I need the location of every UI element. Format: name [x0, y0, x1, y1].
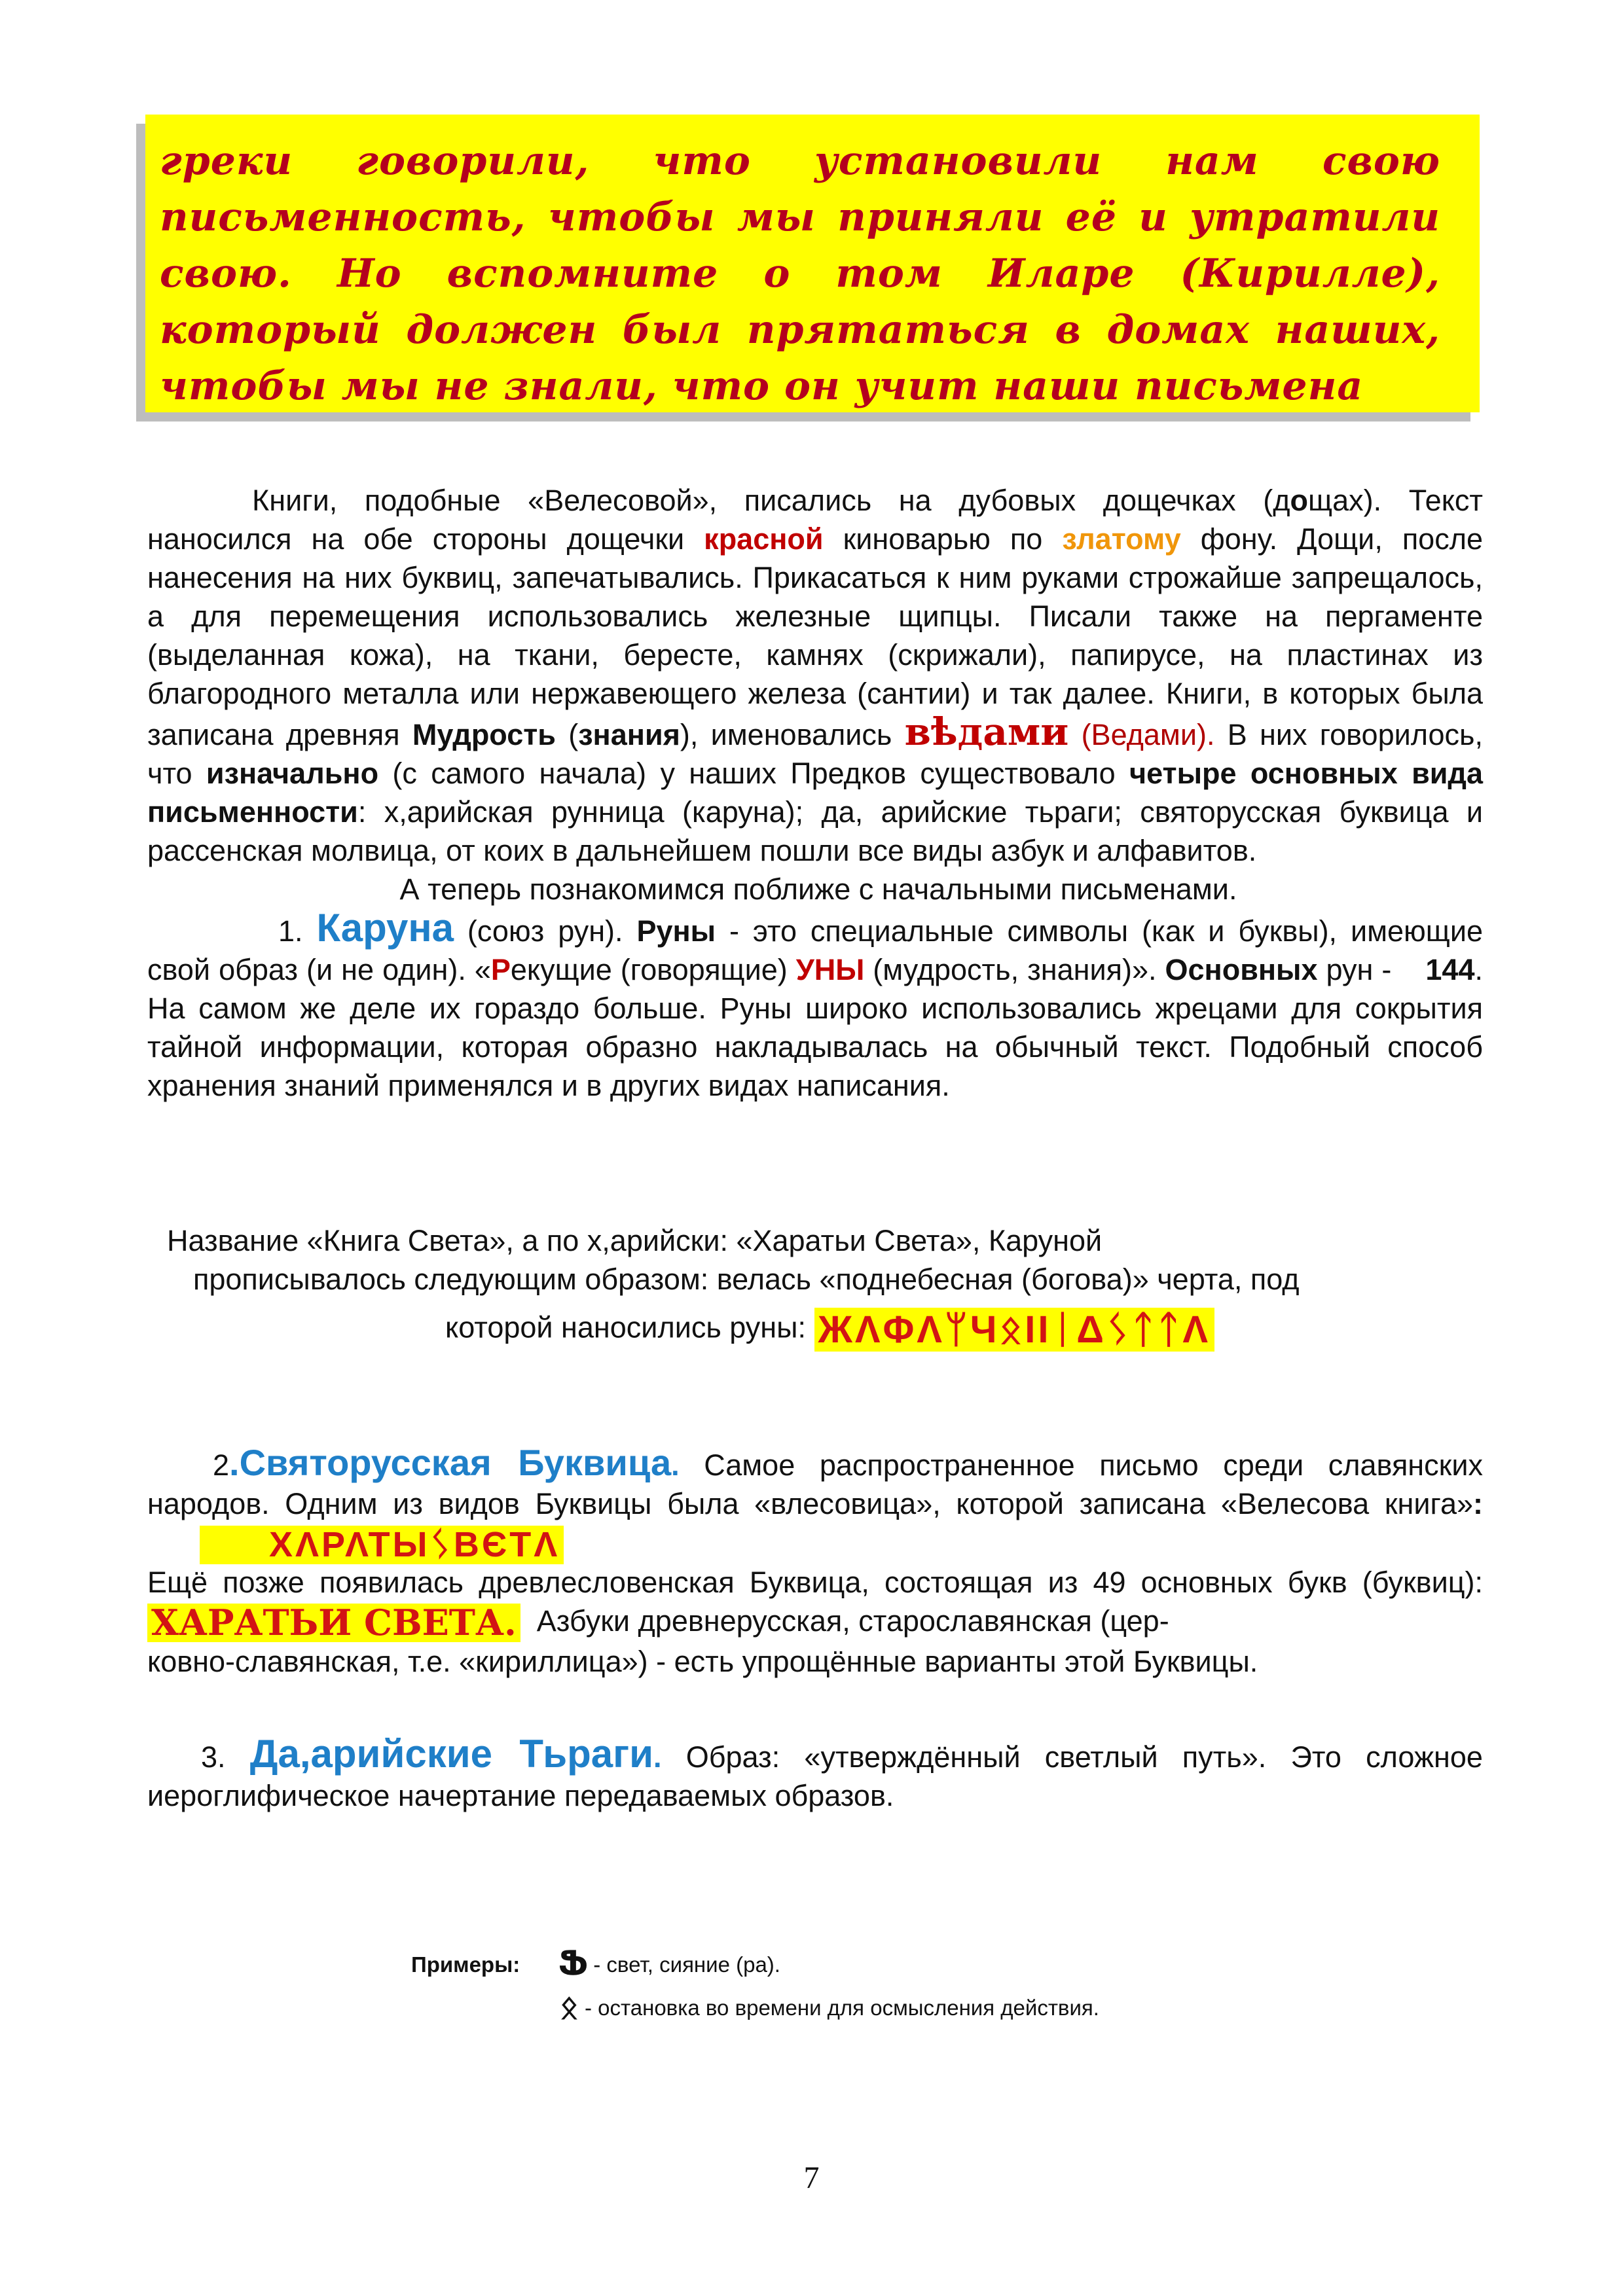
example-text: - остановка во времени для осмысления действия. [578, 1996, 1099, 2020]
page-number: 7 [803, 2161, 820, 2195]
bold-text: Руны [636, 914, 716, 948]
text: Ещё позже появилась древлесловенская Буквица, состоящая из 49 основных букв (буквиц): [147, 1565, 1483, 1599]
karuna-line-3 [445, 1308, 1214, 1352]
text: киноварью по [823, 522, 1063, 556]
karuna-line-2: прописывалось следующим образом: велась «поднебесная (богова)» черта, под [193, 1263, 1300, 1296]
section-2 [147, 1443, 1483, 1681]
section-3 [147, 1734, 1483, 1815]
vlesovitsa-sample: ХΛΡΛΤЫᛊВЄТΛ [200, 1526, 564, 1564]
quote-text: греки говорили, что установили нам свою письменность, чтобы мы приняли её и утратили свою. Но вспомните о том Иларе (Кирилле), который должен был прятаться в домах наших, чтобы мы не знали, что он учит наши письмена [160, 138, 1440, 409]
text: - это специальные символы (как и буквы), имеющие свой образ (и не один). « [147, 914, 1483, 986]
karuna-line-1: Название «Книга Света», а по х,арийски: «Харатьи Света», Каруной [167, 1224, 1103, 1257]
highlighted-quote-box [145, 115, 1480, 412]
section-number: 1. [278, 914, 317, 948]
text: ковно-славянская, т.е. «кириллица») - есть упрощённые варианты этой Буквицы. [147, 1645, 1258, 1679]
gold-word: златому [1062, 522, 1181, 556]
section-title-tragi: Да,арийские Тьраги [249, 1732, 653, 1776]
bold-text: четыре основных вида письменности [147, 757, 1483, 829]
text: Книги, подобные «Велесовой», писались на дубовых дощечках (д [252, 484, 1290, 517]
section-title-karuna: Каруна [316, 906, 454, 950]
example-text: - свет, сияние (ра). [587, 1952, 780, 1977]
text: щах). Текст наносился на обе стороны дощечки [147, 484, 1483, 556]
intro-paragraph [147, 481, 1483, 1105]
bold-text: изначально [206, 757, 379, 790]
text: : [1473, 1487, 1483, 1520]
text: (союз рун). [454, 914, 637, 948]
text: Самое распространенное письмо среди славянских народов. Одним из видов Буквицы была «влесовица», которой записана «Велесова книга» [147, 1448, 1483, 1520]
text: Азбуки древнерусская, старославянская (цер- [520, 1604, 1169, 1638]
karuna-rune-sample: ЖΛΦΛᛘЧᛟΙΙᛁΔᛊᛏᛏΛ [814, 1308, 1215, 1352]
bold-text: Мудрость [412, 718, 556, 751]
text: . На самом же деле их гораздо больше. Руны широко использовались жрецами для сокрытия тайной информации, которая образно накладывалась на обычный текст. Подобный способ хранения знаний применялся и в других видах написания. [147, 953, 1483, 1102]
text: . [671, 1448, 680, 1482]
transition-line: А теперь познакомимся поближе с начальными письменами. [399, 872, 1237, 906]
bold-text: знания [578, 718, 680, 751]
section-number: 2 [213, 1448, 230, 1482]
red-letter: Р [490, 953, 511, 986]
red-word: УНЫ [795, 953, 865, 986]
vedami-glyph: вѣдами [904, 709, 1069, 754]
section-number: 3. [201, 1740, 250, 1774]
text: фону. Дощи, после нанесения на них буквиц, запечатывались. Прикасаться к ним руками строжайше запрещалось, а для перемещения использовались железные щипцы. Писали также на пергаменте (выделанная кожа), на ткани, бересте, камнях (скрижали), папирусе, на пластинах из благородного металла или нержавеющего железа (сантии) и так далее. Книги, в которых была записана древняя [147, 522, 1483, 751]
examples-label: Примеры: [411, 1952, 520, 1977]
examples-row-2 [560, 1990, 1099, 2026]
text: (с самого начала) у наших Предков существовало [378, 757, 1129, 790]
text: (мудрость, знания)». [864, 953, 1165, 986]
text: ), именовались [680, 718, 905, 751]
svet-symbol-icon: Ֆ [558, 1945, 588, 1982]
text: которой наносились руны: [445, 1310, 814, 1344]
stop-symbol-icon: ᛟ [560, 1990, 579, 2025]
text: . [653, 1740, 662, 1774]
section-title-bukvitsa: .Святорусская Буквица [229, 1442, 672, 1483]
text: рун - [1317, 953, 1426, 986]
red-word: красной [704, 522, 824, 556]
vedami-paren: (Ведами). [1068, 718, 1215, 751]
text: ( [568, 718, 579, 751]
bold-text: Основных [1165, 953, 1318, 986]
examples-row-1 [411, 1944, 780, 1983]
bukvitsa-sample: ХАРАТЬИ СВЕТА. [147, 1604, 520, 1642]
text: екущие (говорящие) [510, 953, 796, 986]
bold-number: 144 [1425, 953, 1475, 986]
text: Образ: «утверждённый светлый путь». Это сложное иероглифическое начертание передаваемых образов. [147, 1740, 1483, 1812]
bold-text: о [1290, 484, 1309, 517]
text: : х,арийская рунница (каруна); да, арийские тьраги; святорусская буквица и рассенская молвица, от коих в дальнейшем пошли все виды азбук и алфавитов. [147, 795, 1483, 867]
text: В них говорилось, что [147, 718, 1483, 790]
